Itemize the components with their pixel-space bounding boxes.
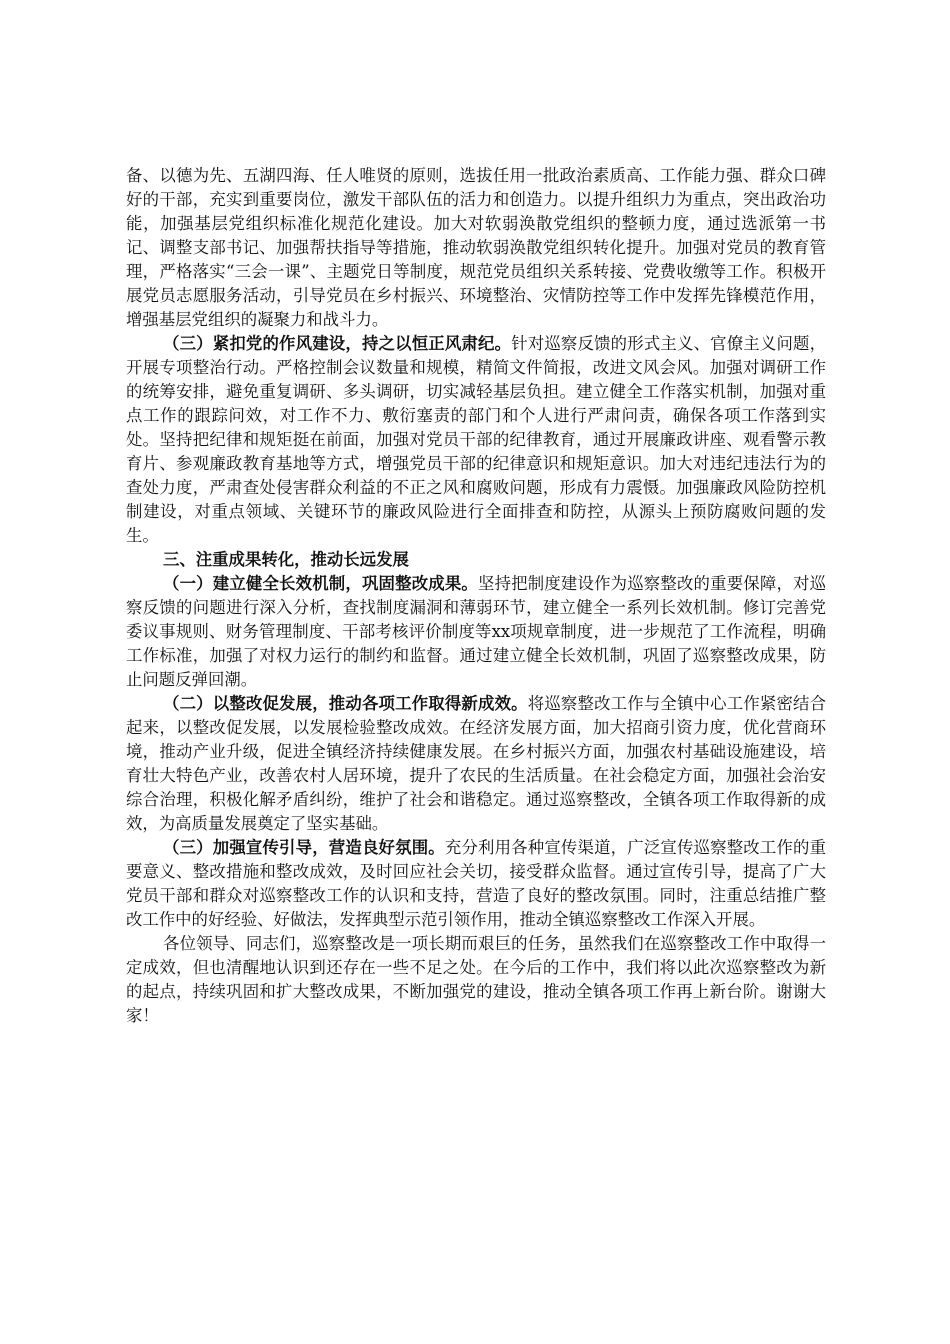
paragraph-text: 各位领导、同志们，巡察整改是一项长期而艰巨的任务，虽然我们在巡察整改工作中取得一定成效，但也清醒地认识到还存在一些不足之处。在今后的工作中，我们将以此次巡察整改为新的起点，持续巩固和扩大整改成果，不断加强党的建设，推动全镇各项工作再上新台阶。谢谢大家！ [126, 934, 826, 1025]
paragraph-text: 充分利用各种宣传渠道，广泛宣传巡察整改工作的重要意义、整改措施和整改成效，及时回应社会关切，接受群众监督。通过宣传引导，提高了广大党员干部和群众对巡察整改工作的认识和支持，营造了良好的整改氛围。同时，注重总结推广整改工作中的好经验、好做法，发挥典型示范引领作用，推动全镇巡察整改工作深入开展。 [126, 838, 827, 929]
paragraph-closing-remarks [126, 932, 826, 1028]
paragraph-text: 备、以德为先、五湖四海、任人唯贤的原则，选拔任用一批政治素质高、工作能力强、群众口碑好的干部，充实到重要岗位，激发干部队伍的活力和创造力。以提升组织力为重点，突出政治功能，加强基层党组织标准化规范化建设。加大对软弱涣散党组织的整顿力度，通过选派第一书记、调整支部书记、加强帮扶指导等措施，推动软弱涣散党组织转化提升。加强对党员的教育管理，严格落实“三会一课”、主题党日等制度，规范党员组织关系转接、党费收缴等工作。积极开展党员志愿服务活动，引导党员在乡村振兴、环境整治、灾情防控等工作中发挥先锋模范作用，增强基层党组织的凝聚力和战斗力。 [126, 166, 826, 329]
paragraph-text: 坚持把制度建设作为巡察整改的重要保障，对巡察反馈的问题进行深入分析，查找制度漏洞和薄弱环节，建立健全一系列长效机制。修订完善党委议事规则、财务管理制度、干部考核评价制度等xx项规章制度，进一步规范了工作流程，明确工作标准，加强了对权力运行的制约和监督。通过建立健全长效机制，巩固了巡察整改成果，防止问题反弹回潮。 [126, 574, 826, 689]
paragraph-lead-heading: （一）建立健全长效机制，巩固整改成果。 [163, 574, 479, 593]
paragraph-lead-heading: （二）以整改促发展，推动各项工作取得新成效。 [163, 694, 528, 713]
paragraph-work-style [126, 332, 826, 548]
paragraph-lead-heading: （三）紧扣党的作风建设，持之以恒正风肃纪。 [163, 334, 512, 353]
paragraph-long-term-mechanism [126, 572, 826, 692]
paragraph-text: 将巡察整改工作与全镇中心工作紧密结合起来，以整改促发展，以发展检验整改成效。在经济发展方面，加大招商引资力度，优化营商环境，推动产业升级，促进全镇经济持续健康发展。在乡村振兴方面，加强农村基础设施建设，培育壮大特色产业，改善农村人居环境，提升了农民的生活质量。在社会稳定方面，加强社会治安综合治理，积极化解矛盾纠纷，维护了社会和谐稳定。通过巡察整改，全镇各项工作取得新的成效，为高质量发展奠定了坚实基础。 [126, 694, 827, 833]
paragraph-lead-heading: （三）加强宣传引导，营造良好氛围。 [163, 838, 445, 857]
paragraph-text: 针对巡察反馈的形式主义、官僚主义问题，开展专项整治行动。严格控制会议数量和规模，精简文件简报，改进文风会风。加强对调研工作的统筹安排，避免重复调研、多头调研，切实减轻基层负担。建立健全工作落实机制，加强对重点工作的跟踪问效，对工作不力、敷衍塞责的部门和个人进行严肃问责，确保各项工作落到实处。坚持把纪律和规矩挺在前面，加强对党员干部的纪律教育，通过开展廉政讲座、观看警示教育片、参观廉政教育基地等方式，增强党员干部的纪律意识和规矩意识。加大对违纪违法行为的查处力度，严肃查处侵害群众利益的不正之风和腐败问题，形成有力震慑。加强廉政风险防控机制建设，对重点领域、关键环节的廉政风险进行全面排查和防控，从源头上预防腐败问题的发生。 [126, 334, 827, 545]
document-body [126, 164, 826, 1028]
paragraph-party-organization [126, 164, 826, 332]
section-heading-results-transformation [126, 548, 826, 572]
paragraph-promote-development [126, 692, 826, 836]
paragraph-publicity-guidance [126, 836, 826, 932]
section-heading-text: 三、注重成果转化，推动长远发展 [163, 550, 409, 569]
